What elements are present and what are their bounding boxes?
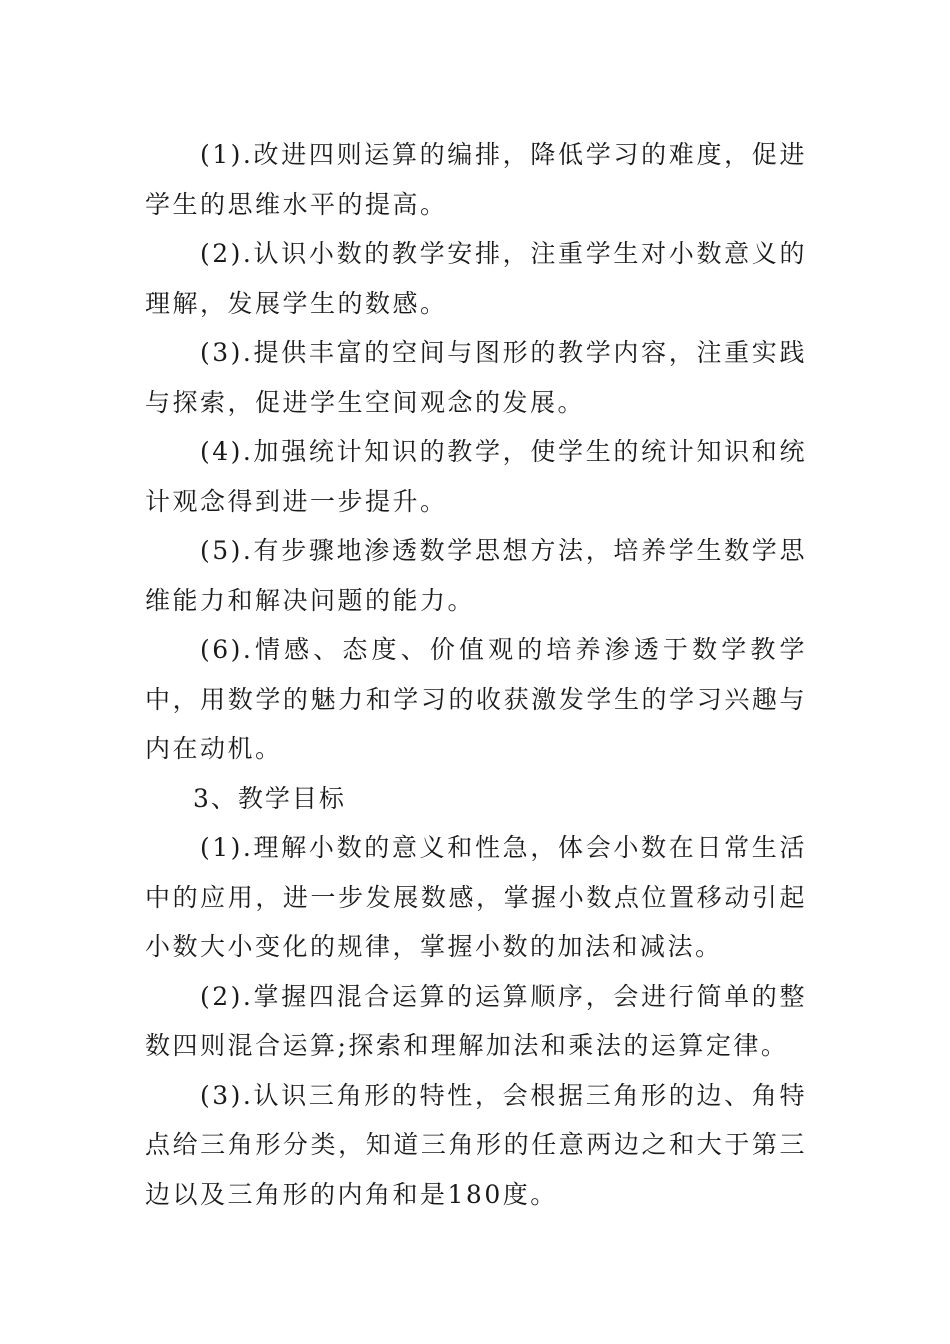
paragraph-item-6: (6).情感、态度、价值观的培养渗透于数学教学中，用数学的魅力和学习的收获激发学生的学习兴趣与内在动机。 (145, 635, 807, 763)
document-page (145, 130, 807, 1219)
paragraph-item-1: (1).改进四则运算的编排，降低学习的难度，促进学生的思维水平的提高。 (145, 140, 807, 219)
goal-item-2: (2).掌握四混合运算的运算顺序，会进行简单的整数四则混合运算;探索和理解加法和乘法的运算定律。 (145, 981, 807, 1060)
paragraph-item-2: (2).认识小数的教学安排，注重学生对小数意义的理解，发展学生的数感。 (145, 239, 807, 318)
goal-item-3: (3).认识三角形的特性，会根据三角形的边、角特点给三角形分类，知道三角形的任意两边之和大于第三边以及三角形的内角和是180度。 (145, 1080, 807, 1209)
section-heading: 3、教学目标 (193, 783, 346, 813)
goal-item-1: (1).理解小数的意义和性急，体会小数在日常生活中的应用，进一步发展数感，掌握小数点位置移动引起小数大小变化的规律，掌握小数的加法和减法。 (145, 833, 807, 961)
paragraph-item-3: (3).提供丰富的空间与图形的教学内容，注重实践与探索，促进学生空间观念的发展。 (145, 338, 807, 417)
paragraph-item-5: (5).有步骤地渗透数学思想方法，培养学生数学思维能力和解决问题的能力。 (145, 536, 807, 615)
paragraph-item-4: (4).加强统计知识的教学，使学生的统计知识和统计观念得到进一步提升。 (145, 437, 807, 516)
